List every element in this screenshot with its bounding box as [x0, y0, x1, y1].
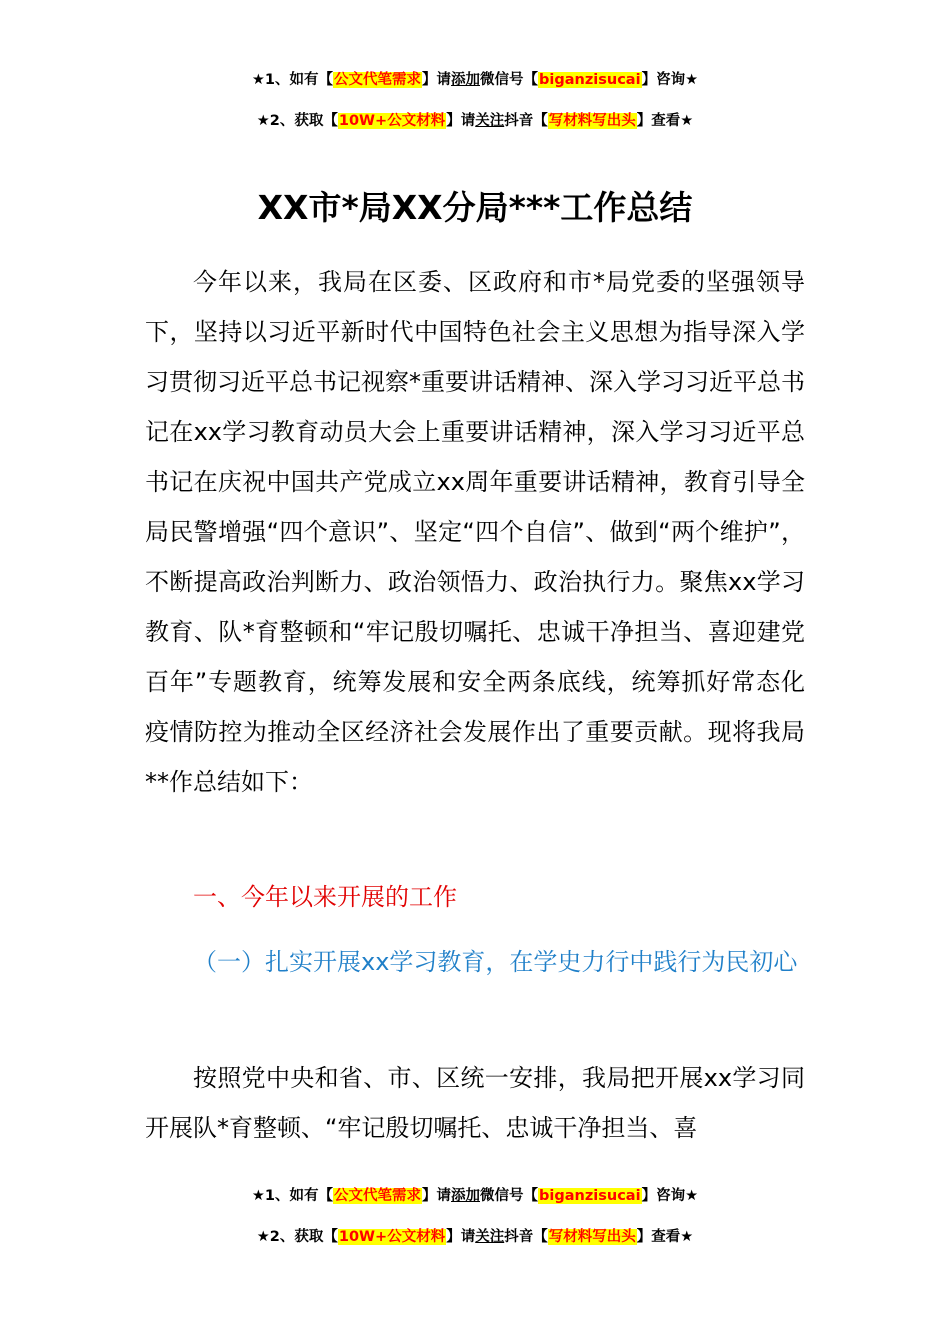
banner-text: 微信号【 — [480, 72, 539, 88]
banner-text: ★1、如有【 — [251, 1188, 334, 1204]
bottom-banner-line-2 — [0, 1227, 950, 1247]
top-banner-line-2 — [0, 111, 950, 131]
banner-text: 】请 — [446, 1229, 476, 1245]
banner-highlight-douyin: 写材料写出头 — [548, 1229, 636, 1245]
banner-underline-add: 添加 — [451, 72, 481, 88]
body-paragraph-2: 按照党中央和省、市、区统一安排，我局把开展xx学习同开展队*育整顿、“牢记殷切嘱托、忠诚干净担当、喜 — [145, 1064, 805, 1142]
banner-text: 】咨询★ — [641, 1188, 699, 1204]
banner-text: 抖音【 — [504, 113, 548, 129]
banner-highlight-wechat-id: biganzisucai — [539, 1188, 641, 1204]
banner-text: 】请 — [422, 72, 452, 88]
banner-highlight-wechat-id: biganzisucai — [539, 72, 641, 88]
banner-text: ★2、获取【 — [256, 1229, 338, 1245]
bottom-banner-line-1 — [0, 1186, 950, 1206]
banner-text: ★1、如有【 — [251, 72, 334, 88]
banner-underline-follow: 关注 — [475, 1229, 505, 1245]
banner-text: 】查看★ — [636, 113, 694, 129]
banner-text: 】查看★ — [636, 1229, 694, 1245]
section-heading-2: （一）扎实开展xx学习教育，在学史力行中践行为民初心 — [193, 948, 798, 976]
banner-highlight-materials: 10W+公文材料 — [338, 113, 446, 129]
top-banner-line-1 — [0, 70, 950, 90]
banner-text: 微信号【 — [480, 1188, 539, 1204]
banner-text: 】咨询★ — [641, 72, 699, 88]
banner-text: ★2、获取【 — [256, 113, 338, 129]
banner-underline-follow: 关注 — [475, 113, 505, 129]
document-title: XX市*局XX分局***工作总结 — [257, 188, 693, 227]
section-heading-1-wrap — [145, 872, 805, 922]
banner-text: 】请 — [446, 113, 476, 129]
banner-highlight-douyin: 写材料写出头 — [548, 113, 636, 129]
banner-highlight-service: 公文代笔需求 — [334, 1188, 422, 1204]
body-paragraph-2-wrap — [145, 1053, 805, 1153]
banner-text: 】请 — [422, 1188, 452, 1204]
section-heading-2-wrap — [145, 937, 805, 987]
document-body — [145, 257, 805, 807]
banner-text: 抖音【 — [504, 1229, 548, 1245]
intro-paragraph: 今年以来，我局在区委、区政府和市*局党委的坚强领导下，坚持以习近平新时代中国特色社会主义思想为指导深入学习贯彻习近平总书记视察*重要讲话精神、深入学习习近平总书记在xx学习教育动员大会上重要讲话精神，深入学习习近平总书记在庆祝中国共产党成立xx周年重要讲话精神，教育引导全局民警增强“四个意识”、坚定“四个自信”、做到“两个维护”，不断提高政治判断力、政治领悟力、政治执行力。聚焦xx学习教育、队*育整顿和“牢记殷切嘱托、忠诚干净担当、喜迎建党百年”专题教育，统筹发展和安全两条底线，统筹抓好常态化疫情防控为推动全区经济社会发展作出了重要贡献。现将我局**作总结如下： — [145, 268, 805, 796]
banner-underline-add: 添加 — [451, 1188, 481, 1204]
banner-highlight-materials: 10W+公文材料 — [338, 1229, 446, 1245]
banner-highlight-service: 公文代笔需求 — [334, 72, 422, 88]
section-heading-1: 一、今年以来开展的工作 — [193, 883, 457, 911]
